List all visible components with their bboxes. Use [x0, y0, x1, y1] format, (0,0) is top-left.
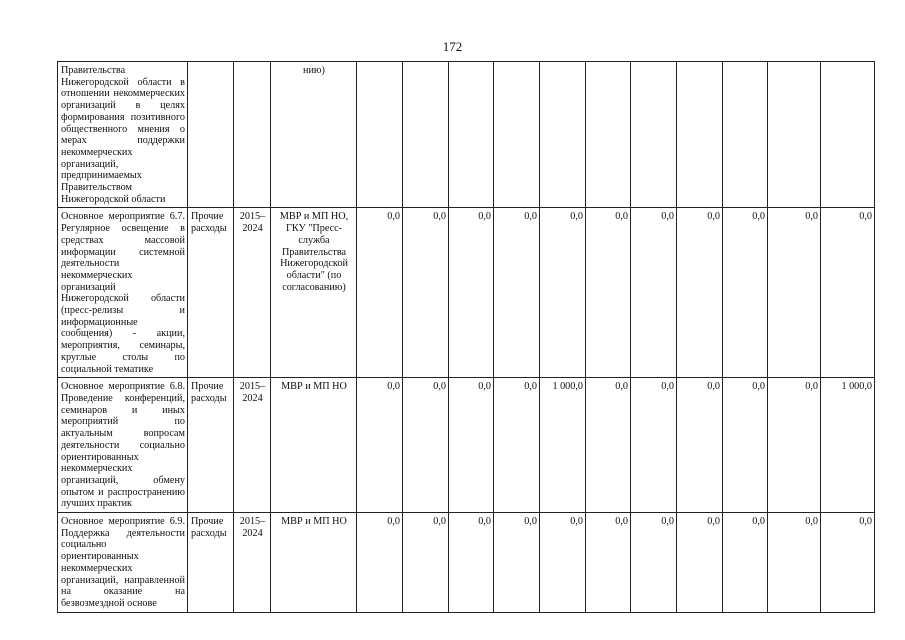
- responsible-executor-cell: МВР и МП НО, ГКУ "Пресс-служба Правительства Нижегородской области" (по согласованию): [271, 208, 357, 378]
- value-cell-4: 0,0: [494, 378, 540, 513]
- value-cell-9: 0,0: [723, 208, 768, 378]
- value-cell-11: 1 000,0: [821, 378, 875, 513]
- value-cell-8: 0,0: [677, 378, 723, 513]
- value-cell-5: 0,0: [540, 208, 586, 378]
- value-cell-11: 0,0: [821, 208, 875, 378]
- table-row: [58, 378, 875, 513]
- program-activities-table: [57, 61, 875, 613]
- period-cell: 2015–2024: [234, 378, 271, 513]
- value-cell-3: 0,0: [449, 513, 494, 613]
- period-cell: [234, 62, 271, 208]
- funding-source-cell: Прочие расходы: [188, 513, 234, 613]
- funding-source-cell: Прочие расходы: [188, 208, 234, 378]
- responsible-executor-cell: МВР и МП НО: [271, 378, 357, 513]
- funding-source-cell: [188, 62, 234, 208]
- value-cell-10: 0,0: [768, 208, 821, 378]
- value-cell-7: 0,0: [631, 208, 677, 378]
- value-cell-1: 0,0: [357, 378, 403, 513]
- value-cell-10: 0,0: [768, 378, 821, 513]
- table-row: [58, 208, 875, 378]
- value-cell-3: 0,0: [449, 208, 494, 378]
- value-cell-9: [723, 62, 768, 208]
- value-cell-8: [677, 62, 723, 208]
- value-cell-10: 0,0: [768, 513, 821, 613]
- value-cell-5: [540, 62, 586, 208]
- table-body: [58, 62, 875, 613]
- table-row: [58, 513, 875, 613]
- value-cell-11: [821, 62, 875, 208]
- page-number: 172: [442, 39, 463, 54]
- funding-source-cell: Прочие расходы: [188, 378, 234, 513]
- value-cell-6: [586, 62, 631, 208]
- value-cell-11: 0,0: [821, 513, 875, 613]
- value-cell-5: 0,0: [540, 513, 586, 613]
- period-cell: 2015–2024: [234, 513, 271, 613]
- value-cell-4: 0,0: [494, 513, 540, 613]
- responsible-executor-cell: МВР и МП НО: [271, 513, 357, 613]
- value-cell-6: 0,0: [586, 513, 631, 613]
- value-cell-8: 0,0: [677, 208, 723, 378]
- activity-description-cell: Основное мероприятие 6.8. Проведение конференций, семинаров и иных мероприятий по актуальным вопросам деятельности социально ориентированных некоммерческих организаций, обмену опытом и распространению лучших практик: [58, 378, 188, 513]
- value-cell-5: 1 000,0: [540, 378, 586, 513]
- value-cell-6: 0,0: [586, 378, 631, 513]
- value-cell-2: 0,0: [403, 513, 449, 613]
- value-cell-3: [449, 62, 494, 208]
- value-cell-6: 0,0: [586, 208, 631, 378]
- value-cell-10: [768, 62, 821, 208]
- activity-description-cell: Основное мероприятие 6.9. Поддержка деятельности социально ориентированных некоммерческих организаций, направленной на оказание на безвозмездной основе: [58, 513, 188, 613]
- value-cell-2: 0,0: [403, 378, 449, 513]
- value-cell-4: [494, 62, 540, 208]
- value-cell-9: 0,0: [723, 513, 768, 613]
- value-cell-4: 0,0: [494, 208, 540, 378]
- value-cell-9: 0,0: [723, 378, 768, 513]
- activity-description-cell: Правительства Нижегородской области в отношении некоммерческих организаций в целях формирования позитивного общественного мнения о мерах поддержки некоммерческих организаций, предпринимаемых Правительством Нижегородской области: [58, 62, 188, 208]
- value-cell-7: 0,0: [631, 513, 677, 613]
- value-cell-1: [357, 62, 403, 208]
- value-cell-3: 0,0: [449, 378, 494, 513]
- value-cell-2: 0,0: [403, 208, 449, 378]
- value-cell-2: [403, 62, 449, 208]
- activity-description-cell: Основное мероприятие 6.7. Регулярное освещение в средствах массовой информации системной деятельности некоммерческих организаций Нижегородской области (пресс-релизы и информационные сообщения) - акции, мероприятия, семинары, круглые столы по социальной тематике: [58, 208, 188, 378]
- value-cell-8: 0,0: [677, 513, 723, 613]
- responsible-executor-cell: нию): [271, 62, 357, 208]
- value-cell-1: 0,0: [357, 208, 403, 378]
- period-cell: 2015–2024: [234, 208, 271, 378]
- value-cell-7: 0,0: [631, 378, 677, 513]
- table-row: [58, 62, 875, 208]
- value-cell-1: 0,0: [357, 513, 403, 613]
- value-cell-7: [631, 62, 677, 208]
